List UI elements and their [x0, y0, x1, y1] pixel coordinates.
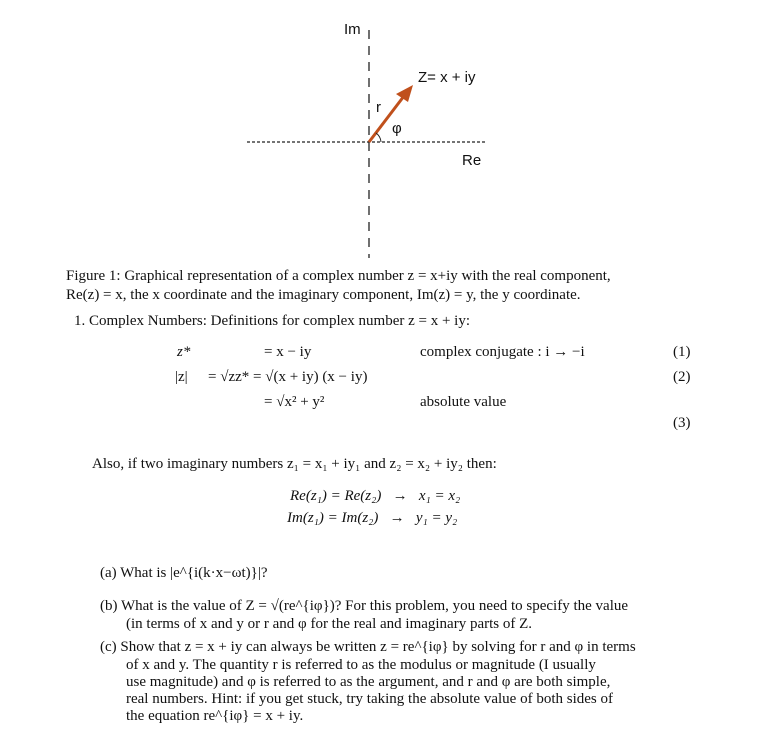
angle-arc — [376, 133, 381, 142]
question-c-line3: use magnitude) and φ is referred to as the argument, and r and φ are both simple, — [126, 674, 611, 690]
real-axis-label: Re — [462, 152, 482, 169]
question-c-line1: (c) Show that z = x + iy can always be written z = re^{iφ} by solving for r and φ in terms — [100, 639, 636, 655]
eq3-note: absolute value — [420, 394, 507, 410]
eq1-rhs: = x − iy — [264, 344, 312, 360]
z-point-label: Z= x + iy — [418, 69, 476, 86]
eq3-rhs: = √x² + y² — [264, 394, 325, 410]
re-equality-row: Re(z₁) = Re(z₂) → x₁ = x₂ — [290, 488, 461, 504]
complex-plane-figure — [0, 0, 781, 262]
also-sentence: Also, if two imaginary numbers z₁ = x₁ + iy₁ and z₂ = x₂ + iy₂ then: — [92, 456, 497, 472]
question-c-line5: the equation re^{iφ} = x + iy. — [126, 708, 304, 724]
eq1-note: complex conjugate : i → −i — [420, 344, 585, 360]
eq2-lhs: |z| — [175, 369, 188, 385]
angle-label: φ — [392, 120, 402, 137]
imaginary-axis-label: Im — [344, 21, 361, 38]
question-c-line2: of x and y. The quantity r is referred to as the modulus or magnitude (I usually — [126, 657, 596, 673]
eq1-lhs: z* — [177, 344, 191, 360]
eq3-number: (3) — [673, 415, 691, 431]
eq2-rhs: = √zz* = √(x + iy) (x − iy) — [208, 369, 368, 385]
question-b-line1: (b) What is the value of Z = √(re^{iφ})? For this problem, you need to specify the value — [100, 598, 629, 614]
question-b-line2: (in terms of x and y or r and φ for the real and imaginary parts of Z. — [126, 616, 533, 632]
question-c-line4: real numbers. Hint: if you get stuck, try taking the absolute value of both sides of — [126, 691, 613, 707]
vector-arrowhead — [396, 85, 413, 102]
modulus-label: r — [376, 99, 381, 116]
figure-caption-line1: Figure 1: Graphical representation of a complex number z = x+iy with the real component, — [66, 268, 611, 284]
eq2-number: (2) — [673, 369, 691, 385]
im-equality-row: Im(z₁) = Im(z₂) → y₁ = y₂ — [287, 510, 458, 526]
section-heading: 1. Complex Numbers: Definitions for complex number z = x + iy: — [74, 313, 471, 329]
question-a: (a) What is |e^{i(k·x−ωt)}|? — [100, 565, 268, 581]
figure-caption-line2: Re(z) = x, the x coordinate and the imaginary component, Im(z) = y, the y coordinate. — [66, 287, 581, 303]
eq1-number: (1) — [673, 344, 691, 360]
